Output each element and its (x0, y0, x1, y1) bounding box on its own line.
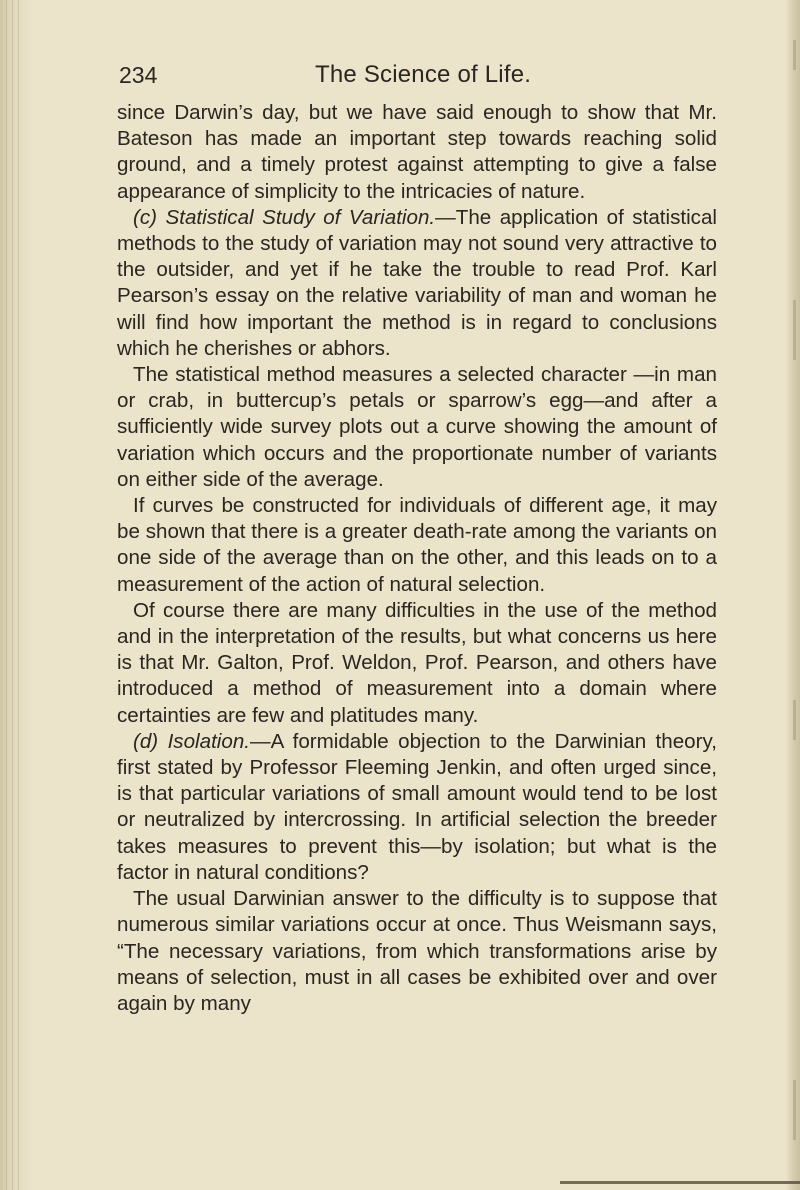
paragraph-text: Of course there are many difficulties in the use of the method and in the interpretation of the results, but what concerns us here is that Mr. Galton, Prof. Weldon, Prof. Pearson, and others have introduced a method of measurement into a domain where certainties are few and platitudes many. (117, 598, 717, 727)
paragraph-text: —The application of statistical methods to the study of variation may not sound very attractive to the outsider, and yet if he take the trouble to read Prof. Karl Pearson’s essay on the relative variability of man and woman he will find how important the method is in regard to conclusions which he cherishes or abhors. (117, 205, 717, 360)
page-header (119, 60, 719, 90)
body-text (117, 100, 717, 1017)
paragraph (117, 886, 717, 1017)
running-title: The Science of Life. (315, 61, 532, 88)
paragraph-text: since Darwin’s day, but we have said enough to show that Mr. Bateson has made an important step towards reaching solid ground, and a timely protest against attempting to give a false appearance of simplicity to the intricacies of nature. (117, 101, 717, 203)
page-number: 234 (119, 62, 158, 88)
paragraph-text: The statistical method measures a selected character —in man or crab, in buttercup’s petals or sparrow’s egg—and after a sufficiently wide survey plots out a curve showing the amount of variation which occurs and the proportionate number of variants on either side of the average. (117, 363, 717, 491)
paragraph (117, 729, 717, 886)
paragraph (117, 362, 717, 493)
paragraph (117, 205, 717, 362)
bottom-edge-line (560, 1181, 800, 1184)
paragraph (117, 598, 717, 729)
binding-edge (0, 0, 34, 1190)
page-edge (786, 0, 800, 1190)
paragraph (117, 493, 717, 598)
section-heading: (c) Statistical Study of Variation. (133, 205, 436, 229)
paragraph (117, 100, 717, 205)
paragraph-text: The usual Darwinian answer to the difficulty is to suppose that numerous similar variations occur at once. Thus Weismann says, “The necessary variations, from which transformations arise by means of selection, must in all cases be exhibited over and over again by many (117, 887, 717, 1015)
paragraph-text: —A formidable objection to the Darwinian theory, first stated by Professor Fleeming Jenkin, and often urged since, is that particular variations of small amount would tend to be lost or neutralized by intercrossing. In artificial selection the breeder takes measures to prevent this—by isolation; but what is the factor in natural conditions? (117, 729, 717, 884)
section-heading: (d) Isolation. (133, 729, 250, 753)
paragraph-text: If curves be constructed for individuals of different age, it may be shown that there is a greater death-rate among the variants on one side of the average than on the other, and this leads on to a measurement of the action of natural selection. (117, 494, 717, 596)
